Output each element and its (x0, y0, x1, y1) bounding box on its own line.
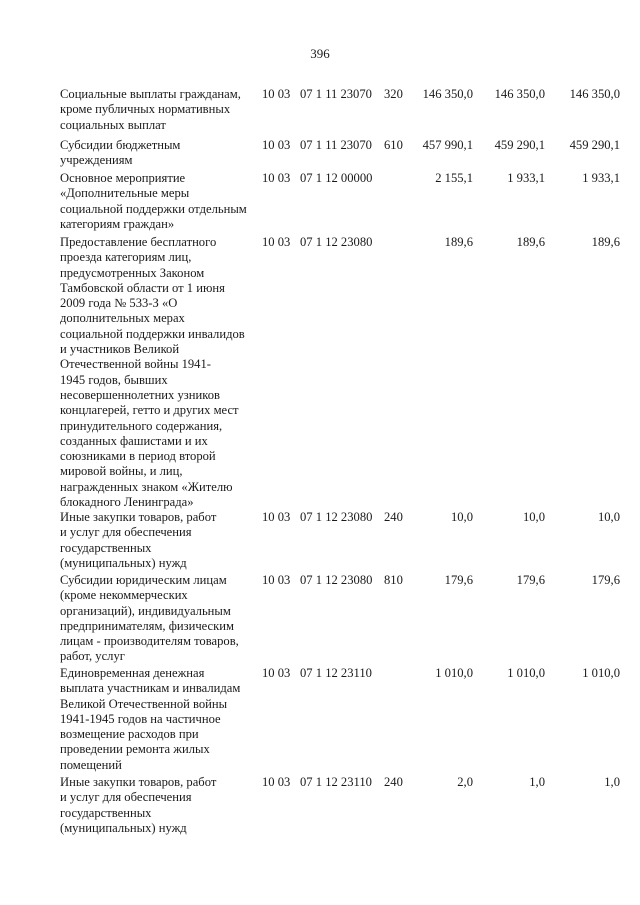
expense-name: Единовременная денежная выплата участникам и инвалидам Великой Отечественной войны 1941-1945 годов на частичное возмещение расходов при проведении ремонта жилых помещений (60, 666, 241, 772)
amount-year-1: 1 010,0 (435, 666, 473, 680)
amount-year-2: 1 933,1 (507, 171, 545, 185)
amount-year-1: 179,6 (444, 573, 473, 587)
expense-name: Иные закупки товаров, работ и услуг для обеспечения государственных (муниципальных) нужд (60, 775, 217, 835)
amount-year-1: 457 990,1 (422, 138, 473, 152)
amount-year-3: 459 290,1 (569, 138, 620, 152)
amount-year-1: 189,6 (444, 235, 473, 249)
section-code: 10 03 (262, 573, 291, 587)
target-article-code: 07 1 11 23070 (300, 138, 372, 152)
section-code: 10 03 (262, 171, 291, 185)
amount-year-3: 1,0 (604, 775, 620, 789)
amount-year-3: 10,0 (597, 510, 620, 524)
amount-year-2: 146 350,0 (494, 87, 545, 101)
expense-type-code: 240 (384, 510, 403, 524)
amount-year-1: 146 350,0 (422, 87, 473, 101)
expense-name: Социальные выплаты гражданам, кроме публичных нормативных социальных выплат (60, 87, 241, 132)
amount-year-3: 179,6 (591, 573, 620, 587)
expense-name: Основное мероприятие «Дополнительные меры социальной поддержки отдельным категориям граждан» (60, 171, 247, 231)
section-code: 10 03 (262, 666, 291, 680)
target-article-code: 07 1 12 23110 (300, 775, 372, 789)
target-article-code: 07 1 12 00000 (300, 171, 373, 185)
amount-year-2: 1,0 (529, 775, 545, 789)
page-number: 396 (310, 46, 330, 61)
expense-name: Предоставление бесплатного проезда категориям лиц, предусмотренных Законом Тамбовской области от 1 июня 2009 года № 533-З «О дополнительных мерах социальной поддержки инвалидов и участников Великой Отечественной войны 1941- 1945 годов, бывших несовершеннолетних узников концлагерей, гетто и других мест принудительного содержания, созданных фашистами и их союзниками в период второй мировой войны, и лиц, награжденных знаком «Жителю блокадного Ленинграда» (60, 235, 245, 510)
section-code: 10 03 (262, 138, 291, 152)
section-code: 10 03 (262, 775, 291, 789)
amount-year-3: 146 350,0 (569, 87, 620, 101)
section-code: 10 03 (262, 87, 291, 101)
expense-type-code: 810 (384, 573, 403, 587)
expense-type-code: 240 (384, 775, 403, 789)
section-code: 10 03 (262, 235, 291, 249)
amount-year-1: 2,0 (457, 775, 473, 789)
target-article-code: 07 1 11 23070 (300, 87, 372, 101)
expense-name: Иные закупки товаров, работ и услуг для обеспечения государственных (муниципальных) нужд (60, 510, 217, 570)
expense-type-code: 610 (384, 138, 403, 152)
amount-year-2: 1 010,0 (507, 666, 545, 680)
amount-year-2: 179,6 (516, 573, 545, 587)
expense-name: Субсидии юридическим лицам (кроме некоммерческих организаций), индивидуальным предпринимателям, физическим лицам - производителям товаров, работ, услуг (60, 573, 239, 664)
amount-year-3: 1 010,0 (582, 666, 620, 680)
amount-year-3: 1 933,1 (582, 171, 620, 185)
expense-type-code: 320 (384, 87, 403, 101)
amount-year-1: 2 155,1 (435, 171, 473, 185)
target-article-code: 07 1 12 23110 (300, 666, 372, 680)
expense-name: Субсидии бюджетным учреждениям (60, 138, 181, 168)
target-article-code: 07 1 12 23080 (300, 573, 373, 587)
section-code: 10 03 (262, 510, 291, 524)
amount-year-1: 10,0 (450, 510, 473, 524)
amount-year-2: 189,6 (516, 235, 545, 249)
target-article-code: 07 1 12 23080 (300, 510, 373, 524)
amount-year-2: 459 290,1 (494, 138, 545, 152)
target-article-code: 07 1 12 23080 (300, 235, 373, 249)
amount-year-3: 189,6 (591, 235, 620, 249)
amount-year-2: 10,0 (522, 510, 545, 524)
